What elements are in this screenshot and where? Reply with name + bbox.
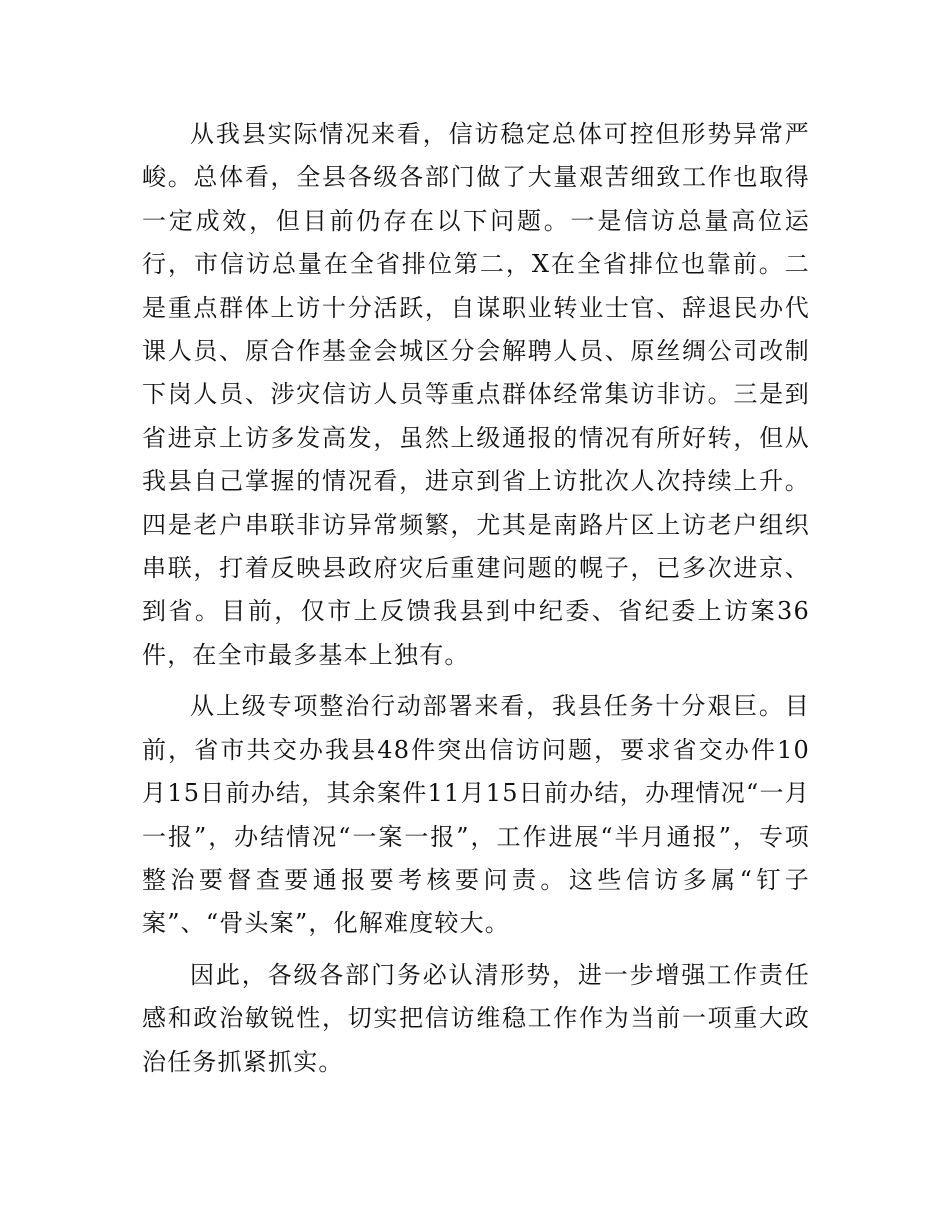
paragraph-campaign: 从上级专项整治行动部署来看，我县任务十分艰巨。目前，省市共交办我县48件突出信访问题，要求省交办件10月15日前办结，其余案件11月15日前办结，办理情况“一月一报”，办结情况“一案一报”，工作进展“半月通报”，专项整治要督查要通报要考核要问责。这些信访多属“钉子案”、“骨头案”，化解难度较大。	[142, 692, 810, 938]
paragraph-gap	[142, 946, 810, 954]
document-body	[142, 113, 810, 1084]
paragraph-situation: 从我县实际情况来看，信访稳定总体可控但形势异常严峻。总体看，全县各级各部门做了大量艰苦细致工作也取得一定成效，但目前仍存在以下问题。一是信访总量高位运行，市信访总量在全省排位第二，X在全省排位也靠前。二是重点群体上访十分活跃，自谋职业转业士官、辞退民办代课人员、原合作基金会城区分会解聘人员、原丝绸公司改制下岗人员、涉灾信访人员等重点群体经常集访非访。三是到省进京上访多发高发，虽然上级通报的情况有所好转，但从我县自己掌握的情况看，进京到省上访批次人次持续上升。四是老户串联非访异常频繁，尤其是南路片区上访老户组织串联，打着反映县政府灾后重建问题的幌子，已多次进京、到省。目前，仅市上反馈我县到中纪委、省纪委上访案36件，在全市最多基本上独有。	[142, 120, 810, 669]
paragraph-gap	[142, 677, 810, 685]
paragraph-conclusion: 因此，各级各部门务必认清形势，进一步增强工作责任感和政治敏锐性，切实把信访维稳工作作为当前一项重大政治任务抓紧抓实。	[142, 960, 810, 1076]
